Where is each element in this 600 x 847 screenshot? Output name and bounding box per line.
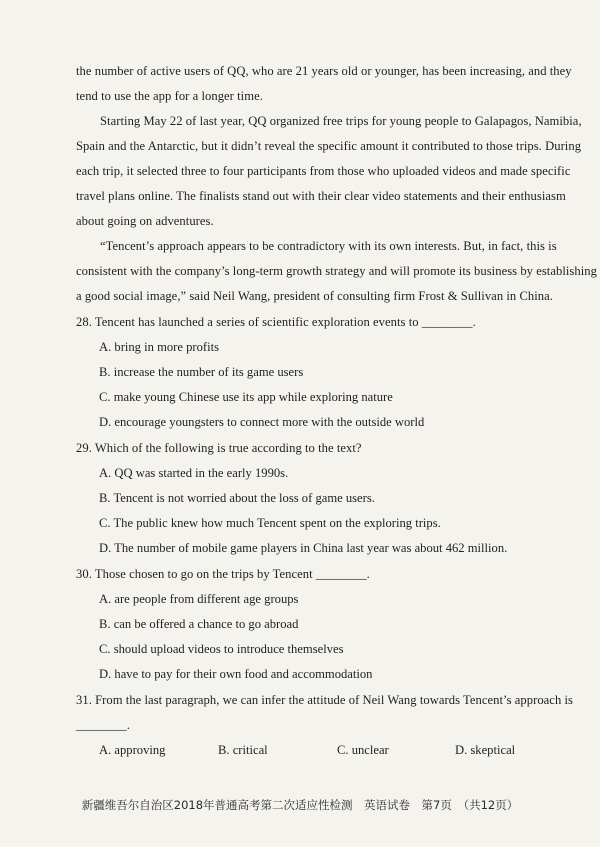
- answer-option[interactable]: A. bring in more profits: [99, 340, 219, 354]
- answer-option[interactable]: C. The public knew how much Tencent spent on the exploring trips.: [99, 516, 441, 530]
- answer-option[interactable]: D. The number of mobile game players in China last year was about 462 million.: [99, 541, 508, 555]
- answer-option[interactable]: D. skeptical: [455, 743, 516, 757]
- answer-option[interactable]: D. encourage youngsters to connect more with the outside world: [99, 415, 425, 429]
- passage-line: “Tencent’s approach appears to be contradictory with its own interests. But, in fact, this is: [100, 239, 557, 253]
- answer-option[interactable]: B. can be offered a chance to go abroad: [99, 617, 299, 631]
- answer-option[interactable]: A. approving: [99, 743, 166, 757]
- question-stem: 28. Tencent has launched a series of scientific exploration events to ________.: [76, 315, 476, 329]
- passage-line: a good social image,” said Neil Wang, president of consulting firm Frost & Sullivan in China.: [76, 289, 553, 303]
- answer-option[interactable]: B. increase the number of its game users: [99, 365, 304, 379]
- passage-line: tend to use the app for a longer time.: [76, 89, 263, 103]
- answer-option[interactable]: A. are people from different age groups: [99, 592, 299, 606]
- passage-line: Spain and the Antarctic, but it didn’t reveal the specific amount it contributed to those trips. During: [76, 139, 582, 153]
- answer-option[interactable]: C. should upload videos to introduce themselves: [99, 642, 344, 656]
- question-stem: 31. From the last paragraph, we can infer the attitude of Neil Wang towards Tencent’s approach is: [76, 693, 573, 707]
- answer-option[interactable]: B. critical: [218, 743, 268, 757]
- passage-line: consistent with the company’s long-term growth strategy and will promote its business by establishing: [76, 264, 597, 278]
- page-footer: 新疆维吾尔自治区2018年普通高考第二次适应性检测 英语试卷 第7页 （共12页）: [81, 798, 519, 812]
- answer-option[interactable]: A. QQ was started in the early 1990s.: [99, 466, 289, 480]
- passage-line: travel plans online. The finalists stand out with their clear video statements and their enthusiasm: [76, 189, 566, 203]
- passage-line: the number of active users of QQ, who are 21 years old or younger, has been increasing, and they: [76, 64, 572, 78]
- passage-line: Starting May 22 of last year, QQ organized free trips for young people to Galapagos, Namibia,: [100, 114, 582, 128]
- passage-line: each trip, it selected three to four participants from those who uploaded videos and made specific: [76, 164, 571, 178]
- answer-option[interactable]: D. have to pay for their own food and accommodation: [99, 667, 373, 681]
- answer-option[interactable]: C. unclear: [337, 743, 389, 757]
- answer-option[interactable]: B. Tencent is not worried about the loss of game users.: [99, 491, 375, 505]
- question-stem-continued: ________.: [76, 718, 130, 732]
- question-stem: 29. Which of the following is true according to the text?: [76, 441, 362, 455]
- passage-line: about going on adventures.: [76, 214, 214, 228]
- answer-option[interactable]: C. make young Chinese use its app while exploring nature: [99, 390, 393, 404]
- question-stem: 30. Those chosen to go on the trips by Tencent ________.: [76, 567, 370, 581]
